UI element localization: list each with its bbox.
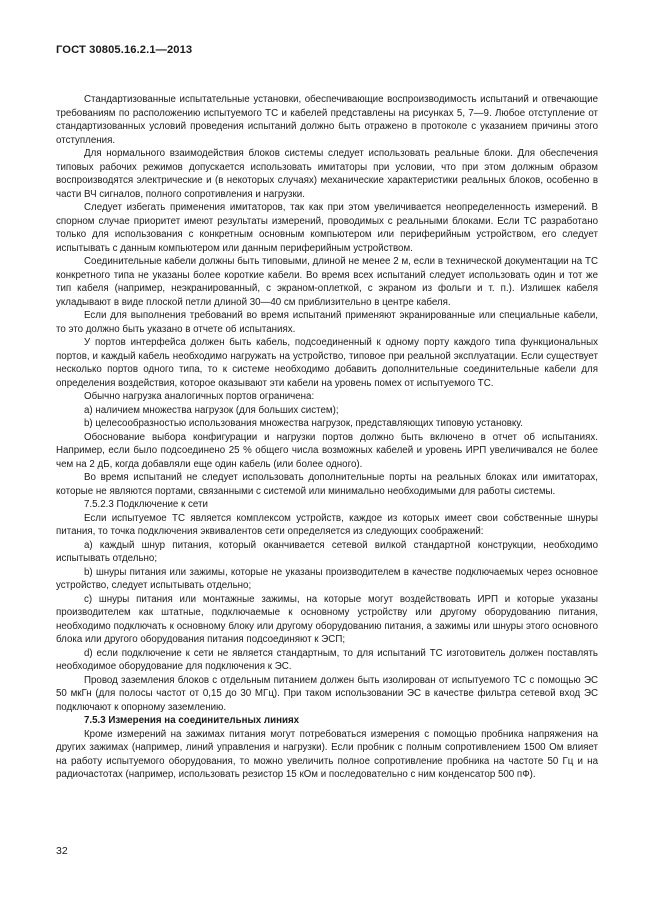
paragraph: Кроме измерений на зажимах питания могут потребоваться измерения с помощью пробника напряжения на других зажимах (например, линий управления и нагрузки). Если пробник с полным сопротивлением 1500 Ом влияет на работу испытуемого оборудования, то можно увеличить полное сопротивление пробника на частоте 50 Гц и на радиочастотах (например, использовать резистор 15 кОм и последовательно с ним конденсатор 500 пФ). [56, 728, 598, 780]
list-item: а) каждый шнур питания, который оканчивается сетевой вилкой стандартной конструкции, необходимо испытывать отдельно; [56, 539, 598, 564]
list-item: b) шнуры питания или зажимы, которые не указаны производителем в качестве подключаемых через основное устройство, следует испытывать отдельно; [56, 566, 598, 591]
paragraph: Если для выполнения требований во время испытаний применяют экранированные или специальные кабели, то это должно быть указано в отчете об испытаниях. [56, 310, 598, 335]
list-item: а) наличием множества нагрузок (для больших систем); [84, 404, 339, 416]
paragraph: Обычно нагрузка аналогичных портов ограничена: [84, 391, 315, 402]
list-item: d) если подключение к сети не является стандартным, то для испытаний ТС изготовитель должен поставлять необходимое оборудование для подключения к ЭС. [56, 647, 598, 672]
document-body [56, 93, 598, 782]
list-item: b) целесообразностью использования множества нагрузок, представляющих типовую установку. [84, 418, 523, 429]
section-heading: 7.5.2.3 Подключение к сети [84, 499, 208, 510]
paragraph: Стандартизованные испытательные установки, обеспечивающие воспроизводимость испытаний и отвечающие требованиям по расположению испытуемого ТС и кабелей представлены на рисунках 5, 7—9. Любое отступление от стандартизованных условий проведения испытаний должно быть отражено в протоколе с указанием причины этого отступления. [56, 94, 598, 146]
paragraph: Следует избегать применения имитаторов, так как при этом увеличивается неопределенность измерений. В спорном случае приоритет имеют результаты измерений, проводимых с реальными блоками. Если ТС разработано только для использования с конкретным основным компьютером или периферийным устройством, его следует испытывать с данным компьютером или данным периферийным устройством. [56, 202, 598, 254]
page-number: 32 [56, 845, 68, 857]
paragraph: Обоснование выбора конфигурации и нагрузки портов должно быть включено в отчет об испытаниях. Например, если было подсоединено 25 % общего числа возможных кабелей и уровень ИРП увеличивался не более чем на 2 дБ, когда добавляли еще один кабель (или более одного). [56, 431, 598, 470]
paragraph: Во время испытаний не следует использовать дополнительные порты на реальных блоках или имитаторах, которые не являются портами, связанными с системой или минимально необходимыми для работы системы. [56, 472, 598, 497]
paragraph: Если испытуемое ТС является комплексом устройств, каждое из которых имеет свои собственные шнуры питания, то точка подключения эквивалентов сети определяется из следующих соображений: [56, 512, 598, 537]
section-heading: 7.5.3 Измерения на соединительных линиях [84, 715, 300, 726]
paragraph: Провод заземления блоков с отдельным питанием должен быть изолирован от испытуемого ТС с помощью ЭС 50 мкГн (для полосы частот от 0,15 до 30 МГц). При таком использовании ЭС в качестве фильтра сетевой вход ЭС подключают к опорному заземлению. [56, 674, 598, 713]
list-item: с) шнуры питания или монтажные зажимы, на которые могут воздействовать ИРП и которые указаны производителем как штатные, подключаемые к основному устройству или другому оборудованию питания, необходимо подключать к основному блоку или другому оборудованию питания, а зажимы или шнуры этого основного блока или другого оборудования питания подсоединяют к ЭСП; [56, 593, 598, 645]
paragraph: Соединительные кабели должны быть типовыми, длиной не менее 2 м, если в технической документации на ТС конкретного типа не указаны более короткие кабели. Во время всех испытаний следует использовать один и тот же тип кабеля (например, неэкранированный, с экраном-оплеткой, с экраном из фольги и т. п.). Излишек кабеля укладывают в виде плоской петли длиной 30—40 см приблизительно в центре кабеля. [56, 256, 598, 308]
paragraph: Для нормального взаимодействия блоков системы следует использовать реальные блоки. Для обеспечения типовых рабочих режимов допускается использовать имитаторы при условии, что при этом должным образом воспроизводятся электрические и (в некоторых случаях) механические характеристики реальных блоков, особенно в части ВЧ сигналов, полного сопротивления и нагрузки. [56, 148, 598, 200]
paragraph: У портов интерфейса должен быть кабель, подсоединенный к одному порту каждого типа функциональных портов, и каждый кабель необходимо нагружать на устройство, типовое при реальной эксплуатации. Если существует несколько портов одного типа, то к системе необходимо добавить дополнительные соединительные кабели для определения воздействия, которое оказывают эти кабели на уровень помех от испытуемого ТС. [56, 337, 598, 389]
document-header: ГОСТ 30805.16.2.1—2013 [56, 44, 193, 56]
